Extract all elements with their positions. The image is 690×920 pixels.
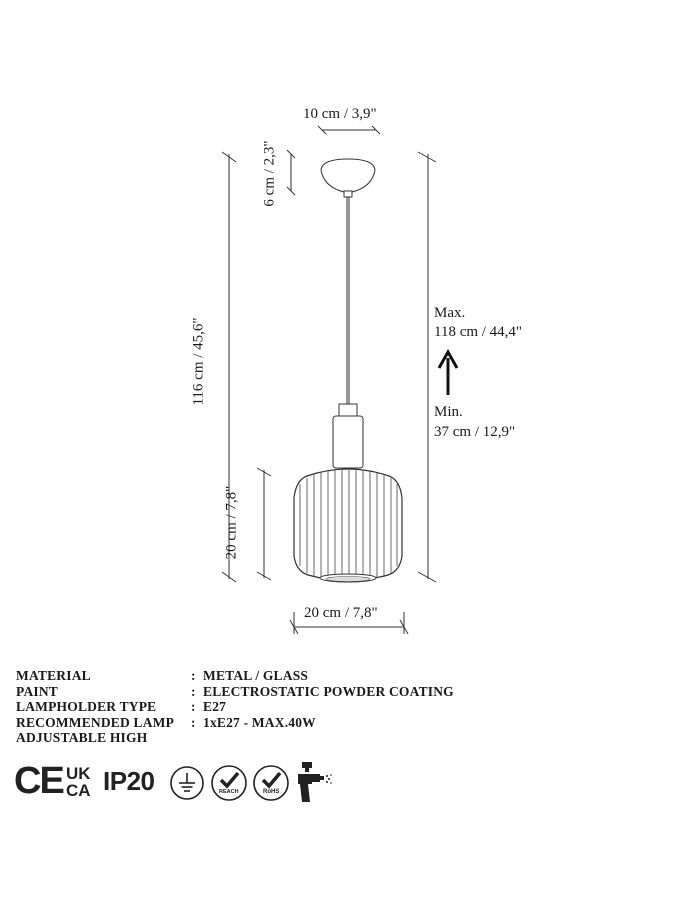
spec-value: 1xE27 - MAX.40W	[203, 714, 316, 730]
spec-value: METAL / GLASS	[203, 668, 309, 683]
ce-mark: CE	[14, 760, 63, 802]
canopy-width-label: 10 cm / 3,9"	[303, 106, 377, 122]
spec-key: RECOMMENDED LAMP	[16, 714, 175, 730]
spec-separator: :	[191, 714, 196, 730]
spec-key: MATERIAL	[16, 668, 91, 683]
shade-width-label: 20 cm / 7,8"	[304, 605, 378, 621]
canopy-height-label: 6 cm / 2,3"	[261, 140, 278, 207]
spec-separator: :	[191, 668, 196, 683]
spec-key: PAINT	[16, 683, 59, 699]
spec-row-lamp	[16, 715, 454, 731]
rohs-check-icon	[252, 764, 290, 802]
spec-separator: :	[191, 683, 196, 699]
ip-rating: IP20	[103, 766, 155, 796]
spec-value: ELECTROSTATIC POWDER COATING	[203, 683, 454, 699]
rohs-label: RoHS	[263, 789, 280, 795]
max-value: 118 cm / 44,4"	[434, 324, 523, 340]
max-label: Max.	[434, 305, 466, 321]
spec-value: E27	[203, 699, 227, 714]
spec-key: ADJUSTABLE HIGH	[16, 730, 148, 745]
ground-icon	[169, 765, 205, 801]
spec-separator: :	[191, 699, 196, 714]
reach-label: REACH	[219, 789, 239, 795]
ukca-bottom: CA	[66, 781, 91, 800]
total-height-label: 116 cm / 45,6"	[190, 317, 207, 406]
ukca-top: UK	[66, 764, 91, 783]
spec-key: LAMPHOLDER TYPE	[16, 699, 157, 714]
arrow-up-icon	[439, 352, 457, 395]
spec-table	[16, 668, 454, 746]
paint-gun-icon	[294, 760, 334, 804]
reach-check-icon	[210, 764, 248, 802]
min-label: Min.	[434, 404, 463, 420]
spec-row-material	[16, 668, 454, 684]
spec-row-adjustable	[16, 730, 454, 746]
min-value: 37 cm / 12,9"	[434, 424, 516, 440]
shade-height-label: 20 cm / 7,8"	[223, 485, 240, 560]
spec-row-paint	[16, 684, 454, 700]
spec-row-lampholder	[16, 699, 454, 715]
